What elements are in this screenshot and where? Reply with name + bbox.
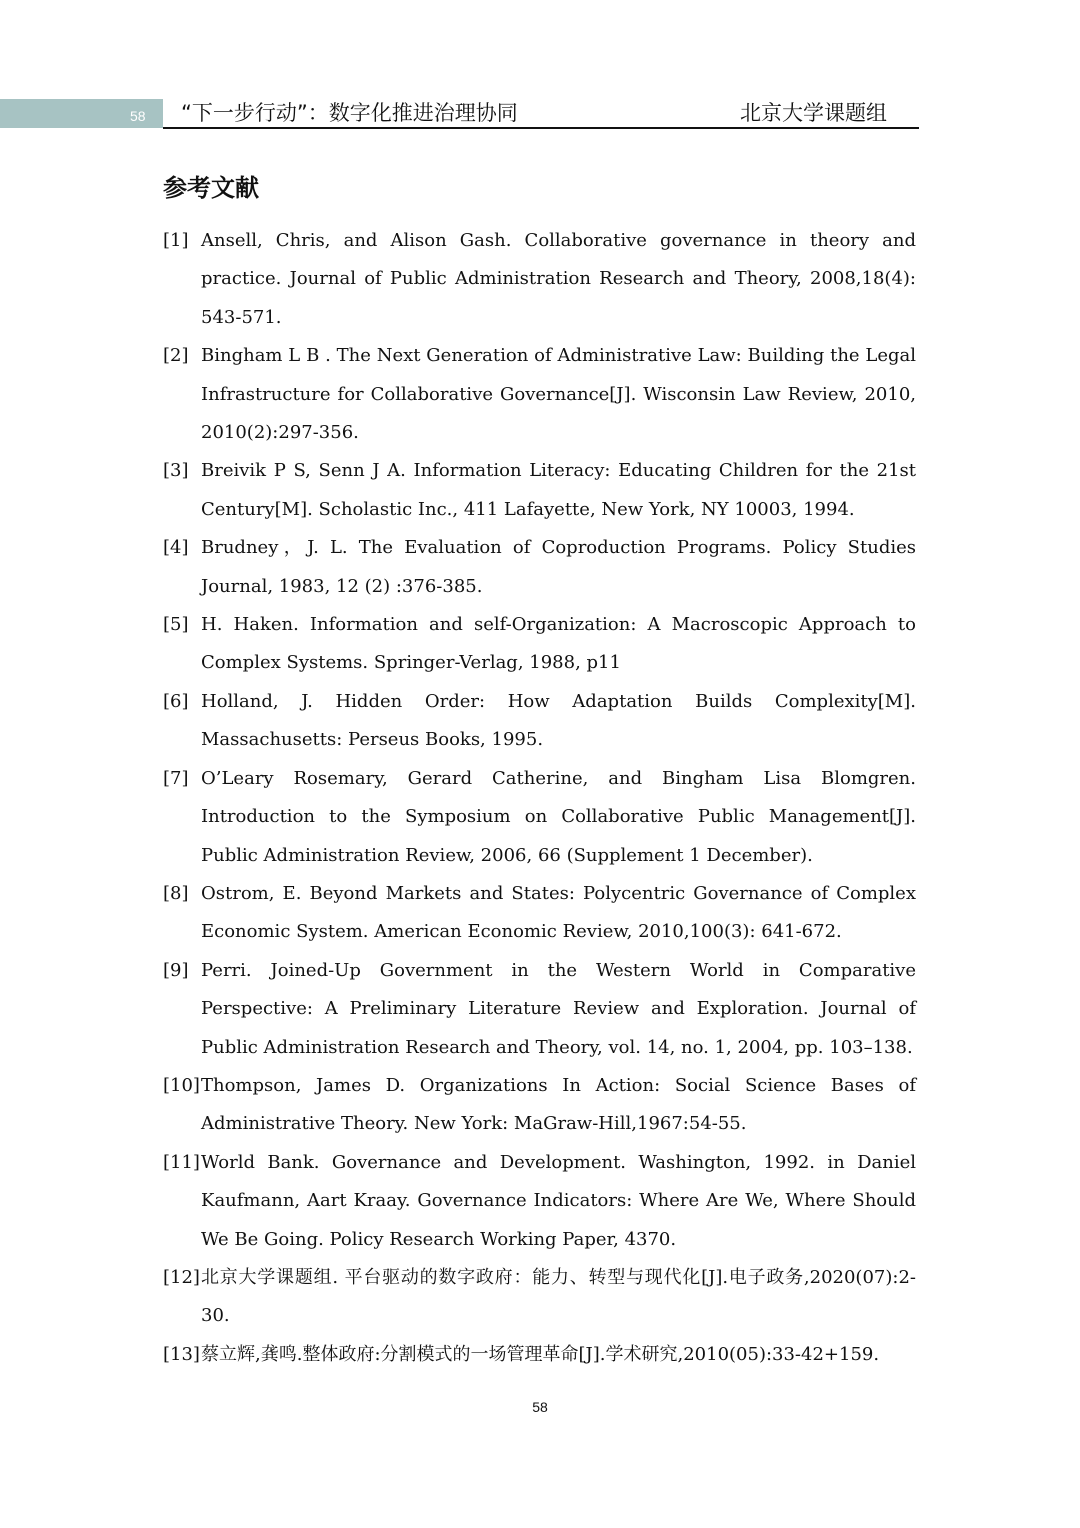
reference-item xyxy=(163,760,916,875)
reference-number: [13] xyxy=(163,1343,200,1365)
reference-number: [11] xyxy=(163,1151,200,1173)
reference-text: World Bank. Governance and Development. Washington, 1992. in Daniel Kaufmann, Aart Kraay. Governance Indicators: Where Are We, Where Should We Be Going. Policy Research Working Paper, 4370. xyxy=(201,1151,916,1250)
reference-number: [8] xyxy=(163,882,189,904)
reference-text: Perri. Joined-Up Government in the Western World in Comparative Perspective: A Preliminary Literature Review and Exploration. Journal of Public Administration Research and Theory, vol. 14, no. 1, 2004, pp. 103–138. xyxy=(201,959,916,1058)
reference-text: 蔡立辉,龚鸣.整体政府:分割模式的一场管理革命[J].学术研究,2010(05):33-42+159. xyxy=(201,1343,880,1365)
reference-number: [9] xyxy=(163,959,189,981)
reference-item xyxy=(163,452,916,529)
reference-text: H. Haken. Information and self-Organization: A Macroscopic Approach to Complex Systems. Springer-Verlag, 1988, p11 xyxy=(201,614,916,674)
reference-item xyxy=(163,222,916,337)
reference-number: [2] xyxy=(163,345,189,367)
section-title: 参考文献 xyxy=(163,174,259,202)
reference-number: [6] xyxy=(163,690,189,712)
reference-text: Bingham L B . The Next Generation of Administrative Law: Building the Legal Infrastructure for Collaborative Governance[J]. Wisconsin Law Review, 2010, 2010(2):297-356. xyxy=(201,345,916,444)
reference-number: [4] xyxy=(163,537,189,559)
reference-text: Ansell, Chris, and Alison Gash. Collaborative governance in theory and practice. Journal of Public Administration Research and Theory, 2008,18(4): 543-571. xyxy=(201,230,916,328)
reference-number: [7] xyxy=(163,767,189,789)
reference-item xyxy=(163,606,916,683)
footer-page-number: 58 xyxy=(532,1399,548,1415)
reference-text: O’Leary Rosemary, Gerard Catherine, and Bingham Lisa Blomgren. Introduction to the Symposium on Collaborative Public Management[J]. Public Administration Review, 2006, 66 (Supplement 1 December). xyxy=(201,767,916,866)
reference-list xyxy=(163,222,916,1374)
reference-item xyxy=(163,683,916,760)
reference-item xyxy=(163,1259,916,1336)
reference-text: Holland, J. Hidden Order: How Adaptation Builds Complexity[M]. Massachusetts: Perseus Books, 1995. xyxy=(201,690,916,751)
reference-number: [5] xyxy=(163,614,189,636)
reference-text: Breivik P S, Senn J A. Information Literacy: Educating Children for the 21st Century[M]. Scholastic Inc., 411 Lafayette, New York, NY 10003, 1994. xyxy=(201,460,916,520)
reference-text: Ostrom, E. Beyond Markets and States: Polycentric Governance of Complex Economic System. American Economic Review, 2010,100(3): 641-672. xyxy=(201,882,916,943)
reference-number: [1] xyxy=(163,230,189,251)
reference-item xyxy=(163,337,916,452)
reference-item xyxy=(163,1144,916,1259)
header-page-number: 58 xyxy=(0,99,163,128)
reference-text: 北京大学课题组. 平台驱动的数字政府：能力、转型与现代化[J].电子政务,2020(07):2-30. xyxy=(201,1266,916,1327)
reference-text: Brudney，J. L. The Evaluation of Coproduction Programs. Policy Studies Journal, 1983, 12 (2) :376-385. xyxy=(201,537,916,597)
reference-item xyxy=(163,952,916,1067)
header-title: “下一步行动”：数字化推进治理协同 xyxy=(181,101,518,125)
header-organization: 北京大学课题组 xyxy=(740,101,887,125)
reference-item xyxy=(163,875,916,952)
reference-item xyxy=(163,1336,916,1374)
reference-number: [12] xyxy=(163,1266,200,1288)
reference-item xyxy=(163,529,916,606)
reference-number: [10] xyxy=(163,1074,200,1096)
reference-item xyxy=(163,1067,916,1144)
reference-text: Thompson, James D. Organizations In Action: Social Science Bases of Administrative Theory. New York: MaGraw-Hill,1967:54-55. xyxy=(201,1074,916,1135)
reference-number: [3] xyxy=(163,460,189,482)
header-divider xyxy=(163,127,919,129)
